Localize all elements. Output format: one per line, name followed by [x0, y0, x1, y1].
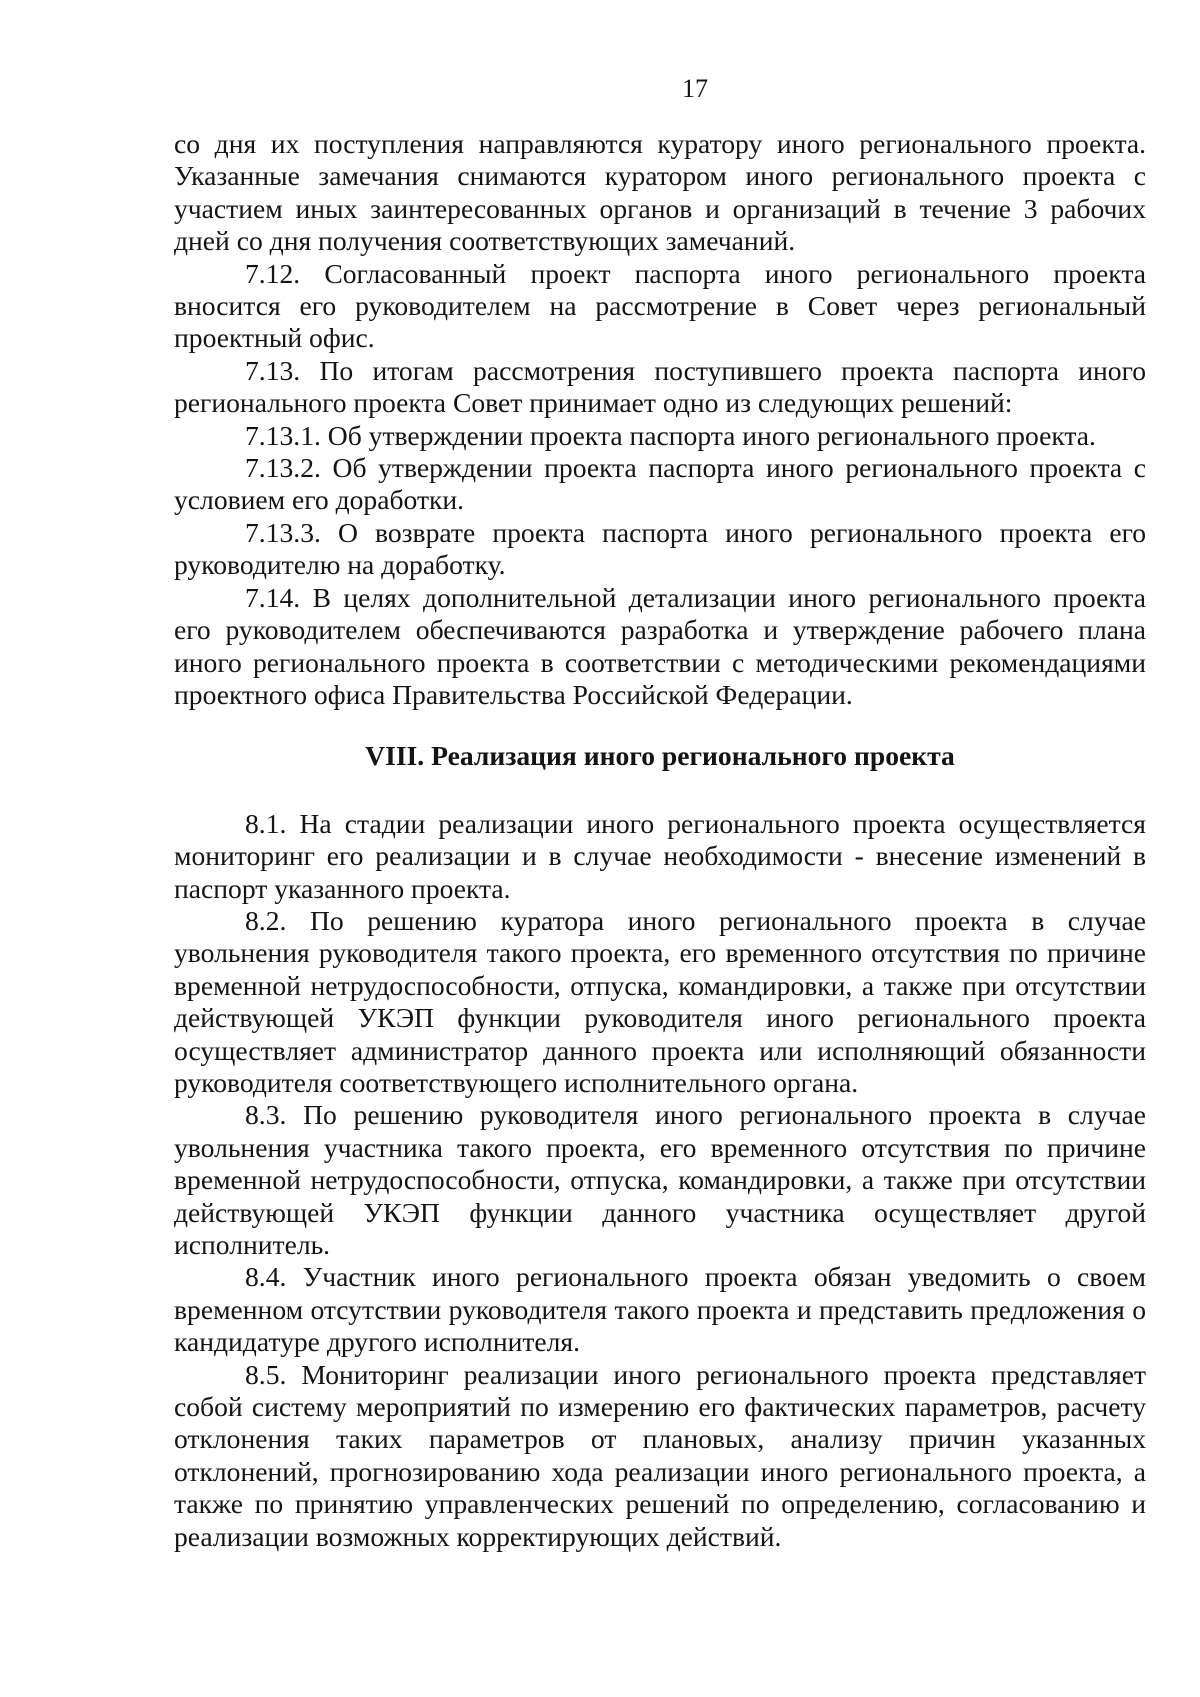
page-number: 17	[682, 74, 708, 103]
section-heading: VIII. Реализация иного регионального проекта	[365, 740, 955, 772]
paragraph-8-4: 8.4. Участник иного регионального проекта обязан уведомить о своем временном отсутствии руководителя такого проекта и представить предложения о кандидатуре другого исполнителя.	[174, 1261, 1146, 1358]
paragraph-continuation: со дня их поступления направляются куратору иного регионального проекта. Указанные замечания снимаются куратором иного регионального проекта с участием иных заинтересованных органов и организаций в течение 3 рабочих дней со дня получения соответствующих замечаний.	[174, 128, 1146, 257]
paragraph-8-3: 8.3. По решению руководителя иного регионального проекта в случае увольнения участника такого проекта, его временного отсутствия по причине временной нетрудоспособности, отпуска, командировки, а также при отсутствии действующей УКЭП функции данного участника осуществляет другой исполнитель.	[174, 1099, 1146, 1260]
paragraph-7-14: 7.14. В целях дополнительной детализации иного регионального проекта его руководителем обеспечиваются разработка и утверждение рабочего плана иного регионального проекта в соответствии с методическими рекомендациями проектного офиса Правительства Российской Федерации.	[174, 581, 1146, 710]
paragraph-8-2: 8.2. По решению куратора иного регионального проекта в случае увольнения руководителя такого проекта, его временного отсутствия по причине временной нетрудоспособности, отпуска, командировки, а также при отсутствии действующей УКЭП функции руководителя иного регионального проекта осуществляет администратор данного проекта или исполняющий обязанности руководителя соответствующего исполнительного органа.	[174, 904, 1146, 1098]
paragraph-7-13-1: 7.13.1. Об утверждении проекта паспорта иного регионального проекта.	[245, 419, 1096, 451]
paragraph-7-13-2: 7.13.2. Об утверждении проекта паспорта иного регионального проекта с условием его доработки.	[174, 452, 1146, 516]
paragraph-8-1: 8.1. На стадии реализации иного регионального проекта осуществляется мониторинг его реализации и в случае необходимости - внесение изменений в паспорт указанного проекта.	[174, 807, 1146, 904]
paragraph-7-12: 7.12. Согласованный проект паспорта иного регионального проекта вносится его руководителем на рассмотрение в Совет через региональный проектный офис.	[174, 257, 1146, 354]
paragraph-7-13-3: 7.13.3. О возврате проекта паспорта иного регионального проекта его руководителю на доработку.	[174, 516, 1146, 581]
document-body	[174, 128, 1146, 1553]
paragraph-7-13: 7.13. По итогам рассмотрения поступившего проекта паспорта иного регионального проекта Совет принимает одно из следующих решений:	[174, 354, 1146, 419]
paragraph-8-5: 8.5. Мониторинг реализации иного регионального проекта представляет собой систему мероприятий по измерению его фактических параметров, расчету отклонения таких параметров от плановых, анализу причин указанных отклонений, прогнозированию хода реализации иного регионального проекта, а также по принятию управленческих решений по определению, согласованию и реализации возможных корректирующих действий.	[174, 1358, 1146, 1552]
